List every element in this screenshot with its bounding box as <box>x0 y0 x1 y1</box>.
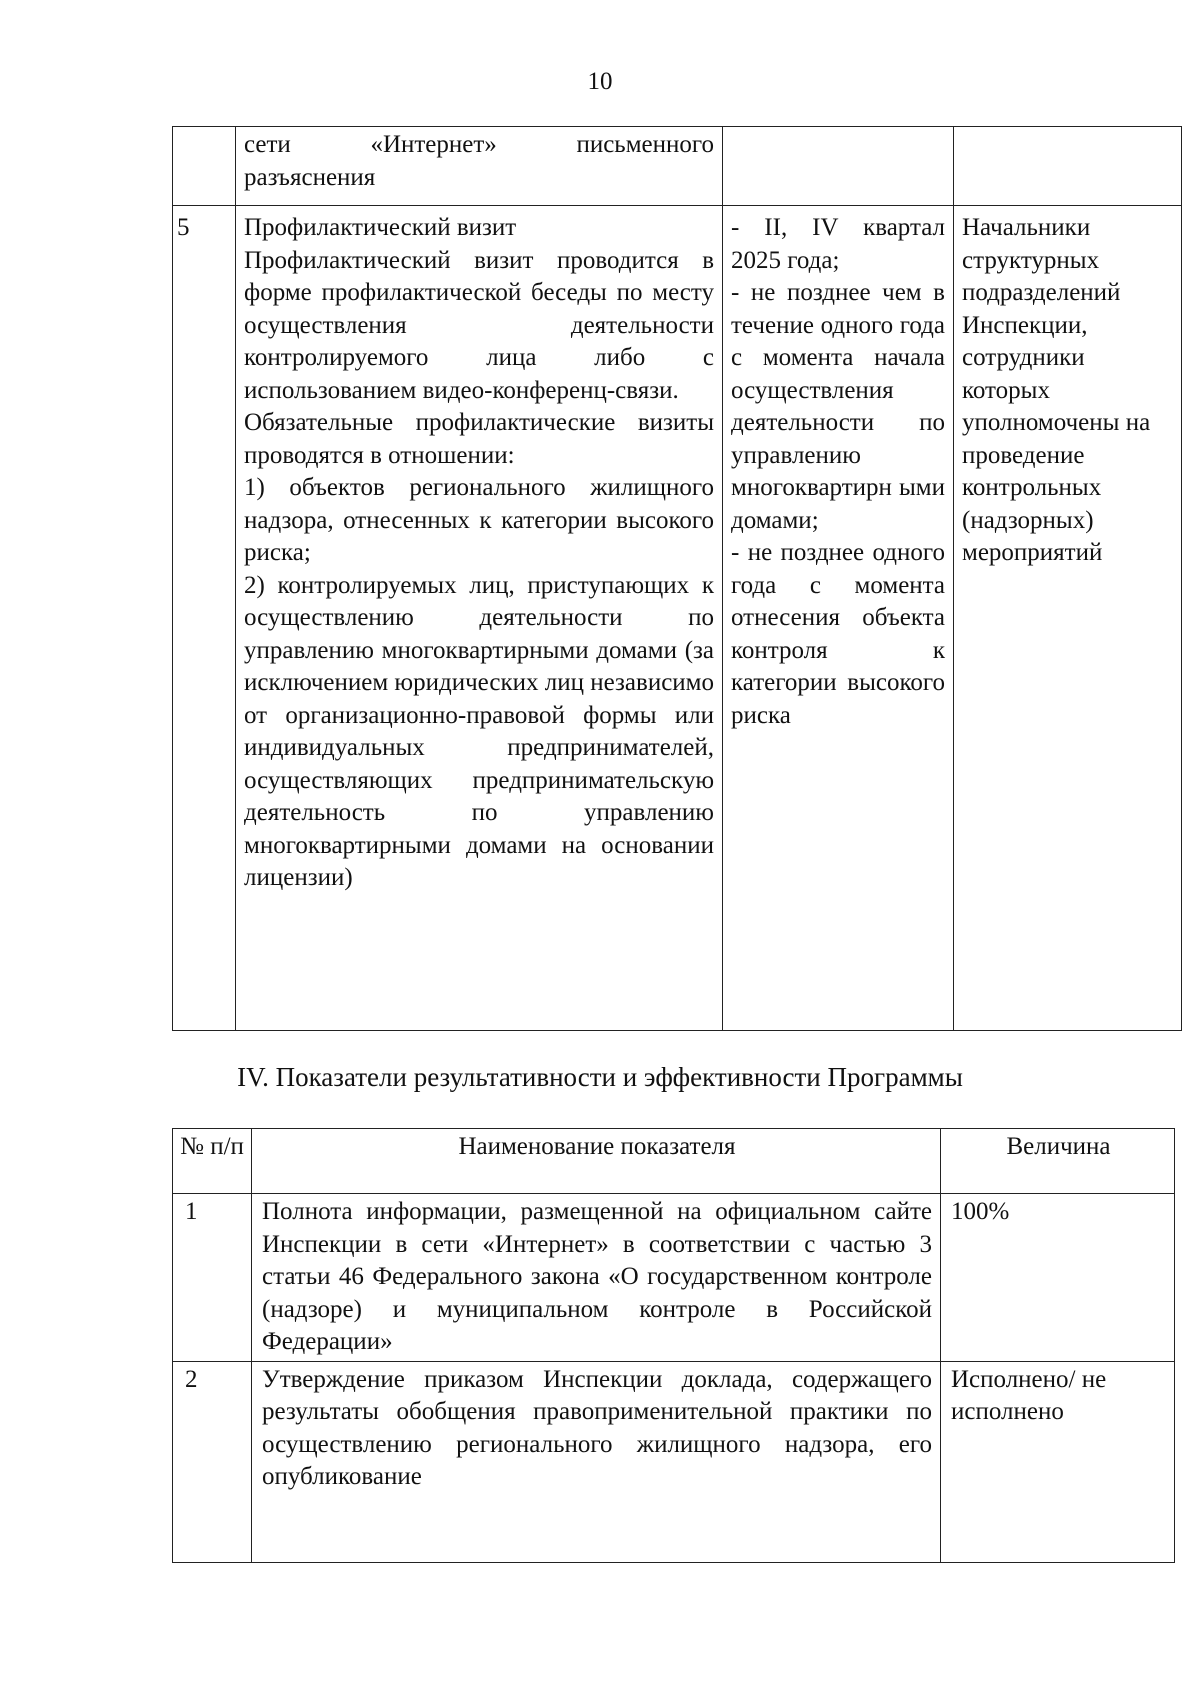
row-number-cell <box>173 127 236 206</box>
table-row <box>173 1361 1175 1562</box>
indicator-name-cell <box>252 1194 941 1362</box>
indicator-name: Полнота информации, размещенной на официальном сайте Инспекции в сети «Интернет» в соответствии с частью 3 статьи 46 Федерального закона «О государственном контроле (надзоре) и муниципальном контроле в Российской Федерации» <box>262 1198 932 1355</box>
table-row <box>173 127 1182 206</box>
measure-list-item: 1) объектов регионального жилищного надзора, отнесенных к категории высокого риска; <box>244 474 714 566</box>
measure-text-line: сети «Интернет» письменного <box>244 131 714 158</box>
prevention-measures-table <box>172 126 1182 1031</box>
deadline-cell <box>723 206 954 1031</box>
responsible-text: Начальники структурных подразделений Инспекции, сотрудники которых уполномочены на проведение контрольных (надзорных) мероприятий <box>962 214 1151 566</box>
section-heading: IV. Показатели результативности и эффективности Программы <box>237 1062 963 1092</box>
performance-indicators-table <box>172 1128 1175 1563</box>
responsible-cell <box>954 127 1182 206</box>
deadline-item: - не позднее чем в течение одного года с момента начала осуществления деятельности по управлению многоквартирн ыми домами; <box>731 279 945 534</box>
indicator-value-cell: 100% <box>941 1194 1175 1362</box>
measure-title: Профилактический визит <box>244 214 517 241</box>
indicator-name-cell <box>252 1361 941 1562</box>
table-row <box>173 206 1182 1031</box>
header-value: Величина <box>941 1129 1175 1194</box>
measure-list-item: 2) контролируемых лиц, приступающих к осуществлению деятельности по управлению многоквартирными домами (за исключением юридических лиц независимо от организационно-правовой формы или индивидуальных предпринимателей, осуществляющих предпринимательскую деятельность по управлению многоквартирными домами на основании лицензии) <box>244 571 714 891</box>
measure-description: Профилактический визит проводится в форме профилактической беседы по месту осуществления деятельности контролируемого лица либо с использованием видео-конференц-связи. <box>244 246 714 404</box>
deadline-item: - II, IV квартал 2025 года; <box>731 214 945 274</box>
header-indicator-name: Наименование показателя <box>252 1129 941 1194</box>
deadline-cell <box>723 127 954 206</box>
table-header-row <box>173 1129 1175 1194</box>
measure-description: Обязательные профилактические визиты проводятся в отношении: <box>244 409 714 469</box>
measure-text-line: разъяснения <box>244 163 376 191</box>
row-number-cell: 1 <box>173 1194 252 1362</box>
responsible-cell <box>954 206 1182 1031</box>
row-number-cell: 5 <box>173 206 236 1031</box>
row-number-cell: 2 <box>173 1361 252 1562</box>
measure-cell <box>236 127 723 206</box>
table-row <box>173 1194 1175 1362</box>
page-number: 10 <box>587 68 613 95</box>
deadline-item: - не позднее одного года с момента отнесения объекта контроля к категории высокого риска <box>731 539 945 729</box>
indicator-name: Утверждение приказом Инспекции доклада, содержащего результаты обобщения правоприменительной практики по осуществлению регионального жилищного надзора, его опубликование <box>262 1365 932 1490</box>
measure-cell <box>236 206 723 1031</box>
header-number: № п/п <box>173 1129 252 1194</box>
indicator-value-cell: Исполнено/ не исполнено <box>941 1361 1175 1562</box>
